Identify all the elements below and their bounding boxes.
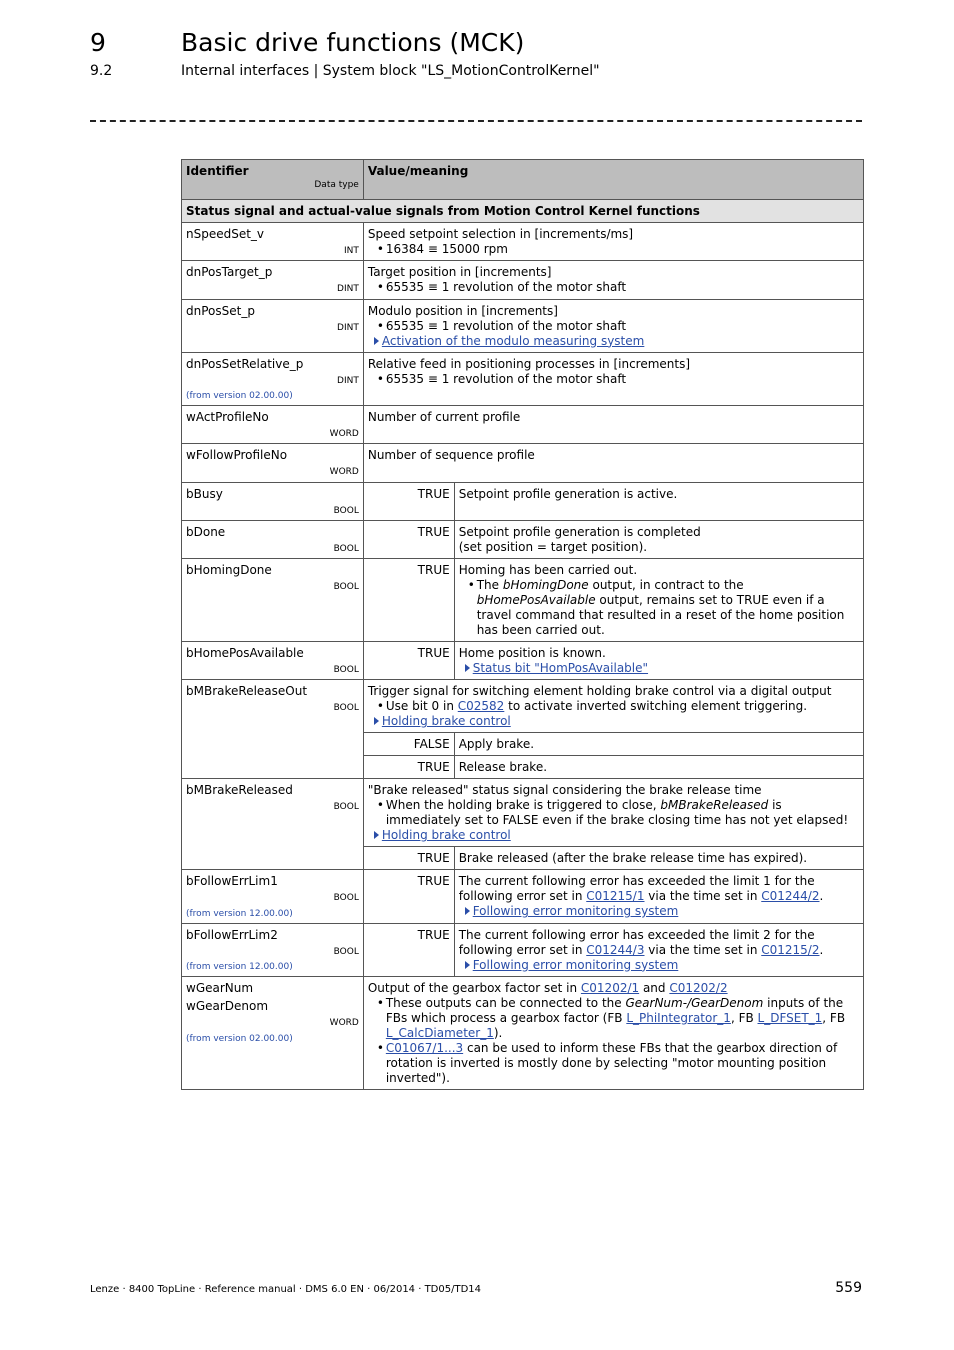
text-run: can be used to inform these FBs that the gearbox direction of rotation is inverted is mostly done by selecting "motor mounting position inverted").	[385, 1041, 838, 1086]
link-text[interactable]: Following error monitoring system	[472, 904, 679, 919]
identifier-cell	[182, 520, 364, 558]
meaning-cell: Number of current profile	[363, 406, 863, 444]
text-run: The current following error has exceeded the limit 2 for the following error set in	[458, 927, 815, 957]
text-run: , FB	[822, 1011, 846, 1026]
meaning-text	[459, 928, 859, 958]
link-following-error[interactable]	[459, 904, 859, 919]
bullet-item: • 16384 ≡ 15000 rpm	[368, 242, 859, 257]
chapter-title: Basic drive functions (MCK)	[181, 28, 525, 57]
text-run: output, remains set to TRUE even if a travel command that resulted in a reset of the home position has been carried out.	[476, 593, 845, 637]
identifier-cell	[182, 923, 364, 977]
identifier: nSpeedSet_v	[186, 227, 265, 241]
identifier: dnPosTarget_p	[186, 265, 273, 280]
identifier-cell	[182, 299, 364, 352]
section-title: Internal interfaces | System block "LS_MotionControlKernel"	[181, 63, 600, 79]
meaning-cell	[454, 520, 863, 558]
text-run: Output of the gearbox factor set in	[367, 981, 581, 996]
meaning-text: Homing has been carried out.	[458, 563, 638, 577]
link-holding-brake[interactable]	[368, 828, 859, 843]
table-header-row	[182, 160, 864, 200]
table-row	[182, 977, 864, 1090]
identifier: bMBrakeReleased	[186, 783, 293, 798]
link-text[interactable]: Activation of the modulo measuring system	[381, 333, 645, 348]
bullet-item	[368, 798, 859, 828]
meaning-cell	[454, 870, 863, 924]
meaning-cell	[363, 779, 863, 847]
identifier: bHomePosAvailable	[186, 646, 304, 660]
meaning-cell	[454, 642, 863, 680]
version-note: (from version 02.00.00)	[186, 390, 293, 401]
table-row	[182, 520, 864, 558]
meaning-cell: Number of sequence profile	[363, 444, 863, 482]
text-run: , FB	[730, 1011, 758, 1026]
table-row	[182, 923, 864, 977]
table-row	[182, 559, 864, 642]
identifier-cell	[182, 680, 364, 779]
header-datatype: Data type	[314, 180, 359, 190]
table-row	[182, 779, 864, 847]
header-identifier: Identifier	[186, 164, 249, 178]
value-cell: TRUE	[363, 642, 454, 680]
code-link[interactable]: C01215/1	[586, 889, 645, 904]
code-link[interactable]: C01067/1...3	[385, 1041, 464, 1056]
identifier: dnPosSetRelative_p	[186, 356, 304, 371]
text-run: via the time set in	[644, 889, 762, 904]
link-text[interactable]: Holding brake control	[381, 714, 511, 729]
table-row	[182, 352, 864, 406]
section-number: 9.2	[90, 63, 113, 79]
text-run: The	[476, 578, 503, 592]
identifier-cell	[182, 406, 364, 444]
fb-link[interactable]: L_DFSET_1	[757, 1011, 823, 1026]
identifier: wActProfileNo	[186, 410, 269, 424]
code-link[interactable]: C01244/3	[586, 942, 645, 957]
identifier-cell	[182, 559, 364, 642]
value-cell: TRUE	[363, 847, 454, 870]
data-type: BOOL	[333, 582, 359, 592]
text-run: to activate inverted switching element triggering.	[504, 699, 808, 714]
value-cell: TRUE	[363, 559, 454, 642]
identifier: dnPosSet_p	[186, 303, 255, 318]
table-row	[182, 642, 864, 680]
value-cell: TRUE	[363, 520, 454, 558]
meaning-text: Home position is known.	[458, 646, 606, 660]
bullet-item: • 65535 ≡ 1 revolution of the motor shaft	[368, 319, 859, 334]
meaning-text	[368, 981, 859, 996]
identifier: bBusy	[186, 486, 223, 501]
text-run: and	[639, 981, 670, 996]
data-type: BOOL	[333, 665, 359, 675]
meaning-text: Target position in [increments]	[367, 265, 552, 280]
text-run: When the holding brake is triggered to close,	[385, 798, 661, 813]
code-link[interactable]: C01202/2	[669, 981, 728, 996]
italic-run: bMBrakeReleased	[660, 798, 769, 813]
italic-run: bHomePosAvailable	[476, 593, 596, 607]
identifier-cell	[182, 223, 364, 261]
section-row	[182, 200, 864, 223]
data-type: BOOL	[333, 543, 359, 554]
identifier-cell	[182, 870, 364, 924]
text-run: inputs of the FBs which process a gearbox factor (FB	[385, 996, 844, 1026]
data-type: DINT	[337, 375, 359, 386]
text-run: ).	[493, 1026, 503, 1041]
text-run: The current following error has exceeded the limit 1 for the following error set in	[458, 874, 815, 904]
signal-table	[181, 159, 864, 1090]
meaning-cell	[363, 977, 863, 1090]
version-note: (from version 12.00.00)	[186, 962, 293, 972]
text-run: These outputs can be connected to the	[385, 996, 626, 1011]
link-text[interactable]: Following error monitoring system	[472, 957, 679, 972]
text-run: Use bit 0 in	[385, 699, 458, 714]
header-identifier-cell	[182, 160, 364, 200]
meaning-text: Speed setpoint selection in [increments/ms]	[367, 227, 634, 241]
value-cell: TRUE	[363, 482, 454, 520]
identifier: wFollowProfileNo	[186, 448, 288, 463]
identifier: wGearNum	[186, 981, 254, 996]
meaning-text: Setpoint profile generation is completed	[458, 524, 701, 539]
data-type: BOOL	[333, 946, 359, 957]
meaning-text: Modulo position in [increments]	[367, 303, 558, 318]
meaning-cell	[363, 223, 863, 261]
bullet-item	[368, 699, 859, 714]
text-run: via the time set in	[644, 942, 762, 957]
meaning-cell	[363, 352, 863, 406]
table-row	[182, 680, 864, 733]
link-status-bit[interactable]	[459, 661, 859, 676]
italic-run: GearNum-/GearDenom	[625, 996, 764, 1011]
meaning-text-2: (set position = target position).	[458, 539, 648, 554]
table-row	[182, 223, 864, 261]
bullet-item: • 65535 ≡ 1 revolution of the motor shaft	[368, 280, 859, 295]
identifier-cell	[182, 482, 364, 520]
italic-run: bHomingDone	[502, 578, 589, 592]
version-note: (from version 12.00.00)	[186, 908, 293, 919]
link-text[interactable]: Status bit "HomPosAvailable"	[472, 661, 649, 675]
section-row-cell: Status signal and actual-value signals from Motion Control Kernel functions	[182, 200, 864, 223]
meaning-cell: Setpoint profile generation is active.	[454, 482, 863, 520]
meaning-cell	[363, 261, 863, 299]
fb-link[interactable]: L_PhiIntegrator_1	[626, 1011, 731, 1026]
table-row	[182, 299, 864, 352]
identifier: bMBrakeReleaseOut	[186, 684, 308, 699]
footer-text: Lenze · 8400 TopLine · Reference manual · DMS 6.0 EN · 06/2014 · TD05/TD14	[90, 1284, 482, 1295]
identifier: bFollowErrLim2	[186, 927, 278, 942]
value-cell: TRUE	[363, 870, 454, 924]
link-modulo-measuring[interactable]	[368, 334, 859, 349]
code-link-c02582[interactable]: C02582	[457, 699, 505, 714]
data-type: BOOL	[333, 703, 359, 714]
identifier-cell	[182, 977, 364, 1090]
code-link[interactable]: C01215/2	[761, 942, 820, 957]
table-row	[182, 444, 864, 482]
identifier-cell	[182, 261, 364, 299]
data-type: WORD	[329, 467, 359, 478]
code-link[interactable]: C01244/2	[761, 889, 820, 904]
header-divider	[90, 120, 862, 122]
link-holding-brake[interactable]	[368, 714, 859, 729]
text-run: .	[819, 889, 824, 904]
meaning-cell: Release brake.	[454, 756, 863, 779]
identifier: bFollowErrLim1	[186, 874, 278, 889]
meaning-cell: Brake released (after the brake release time has expired).	[454, 847, 863, 870]
text-run: is immediately set to FALSE even if the brake closing time has not yet elapsed!	[385, 798, 849, 828]
meaning-text: Relative feed in positioning processes in [increments]	[367, 356, 691, 371]
meaning-cell	[363, 299, 863, 352]
page-number: 559	[835, 1280, 862, 1296]
data-type: BOOL	[333, 802, 359, 813]
table-row	[182, 406, 864, 444]
version-note: (from version 02.00.00)	[186, 1033, 293, 1044]
table-row	[182, 261, 864, 299]
meaning-cell: Apply brake.	[454, 733, 863, 756]
meaning-text: Trigger signal for switching element holding brake control via a digital output	[367, 684, 832, 699]
data-type: BOOL	[333, 505, 359, 516]
identifier-cell	[182, 444, 364, 482]
header-value: Value/meaning	[367, 164, 469, 178]
meaning-cell	[454, 559, 863, 642]
data-type: WORD	[329, 1018, 359, 1029]
code-link[interactable]: C01202/1	[580, 981, 640, 996]
table-row	[182, 482, 864, 520]
bullet-item	[368, 996, 859, 1041]
chapter-number: 9	[90, 28, 106, 57]
table-row	[182, 870, 864, 924]
link-following-error[interactable]	[459, 958, 859, 973]
identifier-cell	[182, 352, 364, 406]
data-type: WORD	[329, 429, 359, 439]
bullet-item	[368, 1041, 859, 1086]
identifier: bHomingDone	[186, 563, 272, 577]
identifier-cell	[182, 779, 364, 870]
bullet-item	[459, 578, 859, 638]
identifier-2: wGearDenom	[186, 999, 269, 1014]
fb-link[interactable]: L_CalcDiameter_1	[385, 1026, 494, 1041]
value-cell: TRUE	[363, 923, 454, 977]
header-value-cell	[363, 160, 863, 200]
meaning-text	[459, 874, 859, 904]
meaning-text: "Brake released" status signal considering the brake release time	[367, 783, 762, 798]
bullet-item: • 65535 ≡ 1 revolution of the motor shaft	[368, 372, 859, 387]
data-type: DINT	[337, 284, 359, 295]
identifier: bDone	[186, 524, 226, 539]
value-cell: TRUE	[363, 756, 454, 779]
meaning-cell	[363, 680, 863, 733]
text-run: .	[819, 942, 824, 957]
link-text[interactable]: Holding brake control	[381, 828, 511, 843]
text-run: output, in contract to the	[588, 578, 744, 592]
meaning-cell	[454, 923, 863, 977]
identifier-cell	[182, 642, 364, 680]
data-type: BOOL	[333, 893, 359, 904]
data-type: INT	[343, 246, 359, 256]
value-cell: FALSE	[363, 733, 454, 756]
data-type: DINT	[337, 322, 359, 333]
